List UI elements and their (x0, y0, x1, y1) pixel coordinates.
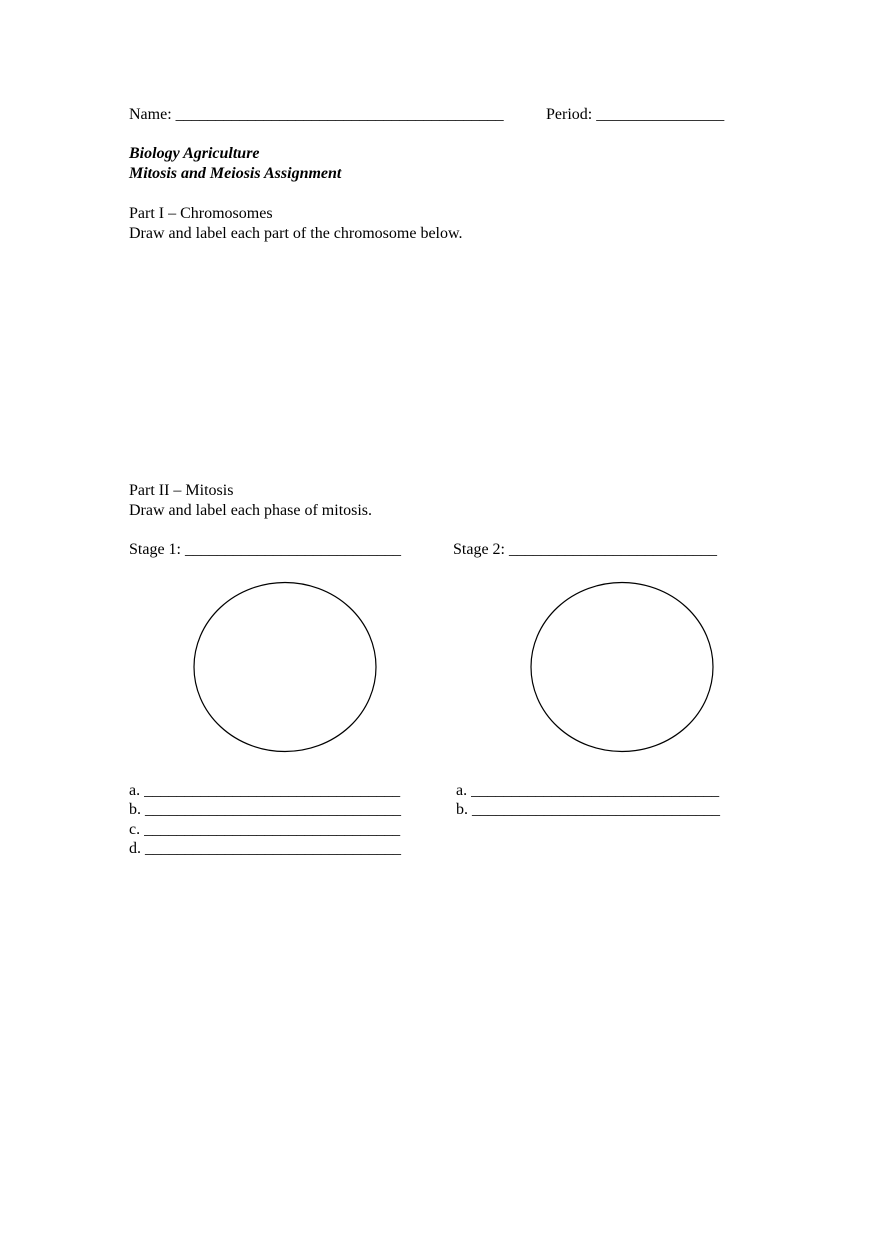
period-field[interactable]: Period: ________________ (546, 106, 725, 123)
course-title: Biology Agriculture (129, 145, 260, 162)
stage2-cell-circle (529, 580, 715, 754)
part1-instruction: Draw and label each part of the chromosome below. (129, 225, 463, 242)
stage1-line-d[interactable]: d. ________________________________ (129, 840, 401, 857)
stage2-label[interactable]: Stage 2: __________________________ (453, 541, 717, 558)
stage2-line-a[interactable]: a. _______________________________ (456, 782, 720, 799)
part1-heading: Part I – Chromosomes (129, 205, 273, 222)
stage1-cell-circle (192, 580, 378, 754)
name-field[interactable]: Name: _________________________________________ (129, 106, 504, 123)
stage1-line-b[interactable]: b. ________________________________ (129, 801, 401, 818)
stage2-line-b[interactable]: b. _______________________________ (456, 801, 720, 818)
stage1-line-c[interactable]: c. ________________________________ (129, 821, 401, 838)
part2-heading: Part II – Mitosis (129, 482, 234, 499)
part2-instruction: Draw and label each phase of mitosis. (129, 502, 373, 519)
assignment-title: Mitosis and Meiosis Assignment (129, 165, 342, 182)
stage1-line-a[interactable]: a. ________________________________ (129, 782, 401, 799)
stage1-label[interactable]: Stage 1: ___________________________ (129, 541, 401, 558)
